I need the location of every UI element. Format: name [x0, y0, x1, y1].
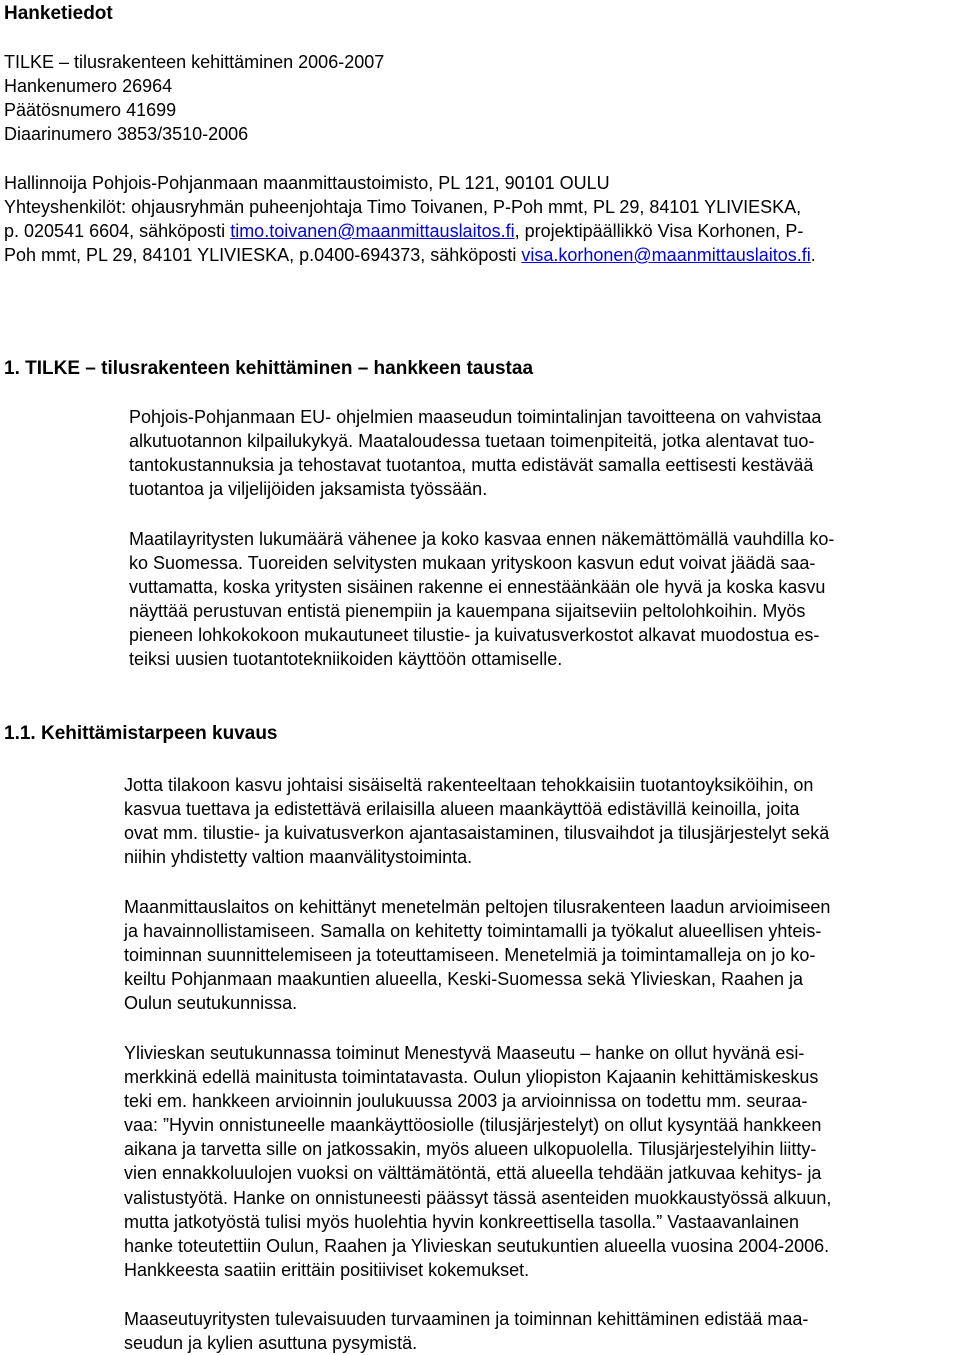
paragraph-line: ja havainnollistamiseen. Samalla on kehitetty toimintamalli ja työkalut alueellisen yhteis- [124, 921, 822, 942]
paragraph-line: pieneen lohkokokoon mukautuneet tilustie- ja kuivatusverkostot alkavat muodostua es- [129, 625, 820, 646]
contact-line: Yhteyshenkilöt: ohjausryhmän puheenjohtaja Timo Toivanen, P-Poh mmt, PL 29, 84101 YLIVIESKA, [4, 197, 802, 217]
paragraph-line: Maaseutuyritysten tulevaisuuden turvaaminen ja toiminnan kehittäminen edistää maa- [124, 1309, 809, 1329]
paragraph-line: Pohjois-Pohjanmaan EU- ohjelmien maaseudun toimintalinjan tavoitteena on vahvistaa [129, 407, 822, 427]
paragraph [129, 527, 834, 672]
email-link-visa[interactable]: visa.korhonen@maanmittauslaitos.fi [521, 245, 811, 265]
paragraph-line: mutta jatkotyöstä tulisi myös huolehtia hyvin konkreettisella tasolla.” Vastaavanlainen [124, 1211, 800, 1232]
paragraph [124, 1307, 808, 1355]
email-link-timo[interactable]: timo.toivanen@maanmittauslaitos.fi [230, 221, 515, 241]
paragraph-line: kasvua tuettava ja edistettävä erilaisilla alueen maankäyttöä edistävillä keinoilla, joita [124, 799, 800, 820]
contact-info [4, 171, 816, 267]
paragraph-line: vaa: ”Hyvin onnistuneelle maankäyttöosiolle (tilusjärjestelyt) on ollut kysyntää hankkeen [124, 1115, 822, 1136]
paragraph-line: teki em. hankkeen arvioinnin joulukuussa 2003 ja arvioinnissa on todettu mm. seuraa- [124, 1091, 808, 1112]
paragraph-line: Hankkeesta saatiin erittäin positiiviset kokemukset. [124, 1259, 530, 1280]
contact-text: p. 020541 6604, sähköposti [4, 221, 231, 241]
paragraph-line: Jotta tilakoon kasvu johtaisi sisäiseltä rakenteeltaan tehokkaisiin tuotantoyksiköihin, on [124, 775, 814, 795]
paragraph-line: niihin yhdistetty valtion maanvälitystoiminta. [124, 847, 473, 868]
paragraph-line: seudun ja kylien asuttuna pysymistä. [124, 1333, 418, 1354]
paragraph-line: tantokustannuksia ja tehostavat tuotantoa, mutta edistävät samalla eettisesti kestävää [129, 455, 814, 476]
paragraph-line: valistustyötä. Hanke on onnistuneesti päässyt tässä asenteiden muokkaustyössä alkuun, [124, 1187, 832, 1208]
contact-text: , projektipäällikkö Visa Korhonen, P- [514, 221, 804, 241]
paragraph-line: Oulun seutukunnissa. [124, 993, 298, 1014]
paragraph-line: keiltu Pohjanmaan maakuntien alueella, Keski-Suomessa sekä Ylivieskan, Raahen ja [124, 969, 804, 990]
paragraph-line: merkkinä edellä mainitusta toimintatavasta. Oulun yliopiston Kajaanin kehittämiskeskus [124, 1067, 819, 1088]
paragraph-line: Ylivieskan seutukunnassa toiminut Menestyvä Maaseutu – hanke on ollut hyvänä esi- [124, 1043, 805, 1063]
paragraph-line: aikana ja tarvetta sille on jatkossakin, myös alueen ulkopuolella. Tilusjärjestelyihin liitty- [124, 1139, 817, 1160]
paragraph [124, 773, 829, 869]
section-heading-1: 1. TILKE – tilusrakenteen kehittäminen – hankkeen taustaa [4, 358, 534, 379]
paragraph-line: vuttamatta, koska yritysten sisäinen rakenne ei ennestäänkään ole hyvä ja koska kasvu [129, 577, 826, 598]
contact-line [4, 219, 816, 243]
paragraph-line: Maatilayritysten lukumäärä vähenee ja koko kasvaa ennen näkemättömällä vauhdilla ko- [129, 529, 835, 549]
page-title: Hanketiedot [4, 3, 113, 24]
contact-text: . [810, 245, 816, 265]
paragraph-line: ko Suomessa. Tuoreiden selvitysten mukaan yrityskoon kasvun edut voivat jäädä saa- [129, 553, 816, 574]
project-number: Hankenumero 26964 [4, 76, 173, 96]
paragraph [124, 895, 830, 1015]
paragraph [129, 405, 821, 501]
paragraph-line: hanke toteutettiin Oulun, Raahen ja Ylivieskan seutukuntien alueella vuosina 2004-2006. [124, 1235, 830, 1256]
paragraph [124, 1041, 831, 1282]
contact-line: Hallinnoija Pohjois-Pohjanmaan maanmittaustoimisto, PL 121, 90101 OULU [4, 173, 610, 193]
paragraph-line: alkutuotannon kilpailukykyä. Maataloudessa tuetaan toimenpiteitä, jotka alentavat tuo- [129, 431, 815, 452]
contact-text: Poh mmt, PL 29, 84101 YLIVIESKA, p.0400-694373, sähköposti [4, 245, 522, 265]
diary-number: Diaarinumero 3853/3510-2006 [4, 124, 249, 144]
paragraph-line: vien ennakkoluulojen vuoksi on välttämätöntä, että alueella tehdään jatkuvaa kehitys- ja [124, 1163, 822, 1184]
paragraph-line: teiksi uusien tuotantotekniikoiden käyttöön ottamiselle. [129, 649, 563, 670]
paragraph-line: toiminnan suunnittelemiseen ja toteuttamiseen. Menetelmiä ja toimintamalleja on jo ko- [124, 945, 816, 966]
paragraph-line: näyttää perustuvan entistä pienempiin ja kauempana sijaitseviin peltolohkoihin. Myös [129, 601, 806, 622]
project-name: TILKE – tilusrakenteen kehittäminen 2006-2007 [4, 52, 385, 72]
paragraph-line: tuotantoa ja viljelijöiden jaksamista työssään. [129, 479, 488, 500]
contact-line [4, 243, 816, 267]
project-info [4, 50, 384, 146]
paragraph-line: ovat mm. tilustie- ja kuivatusverkon ajantasaistaminen, tilusvaihdot ja tilusjärjestelyt sekä [124, 823, 830, 844]
section-heading-1-1: 1.1. Kehittämistarpeen kuvaus [4, 723, 278, 744]
decision-number: Päätösnumero 41699 [4, 100, 177, 120]
paragraph-line: Maanmittauslaitos on kehittänyt menetelmän peltojen tilusrakenteen laadun arvioimiseen [124, 897, 831, 917]
